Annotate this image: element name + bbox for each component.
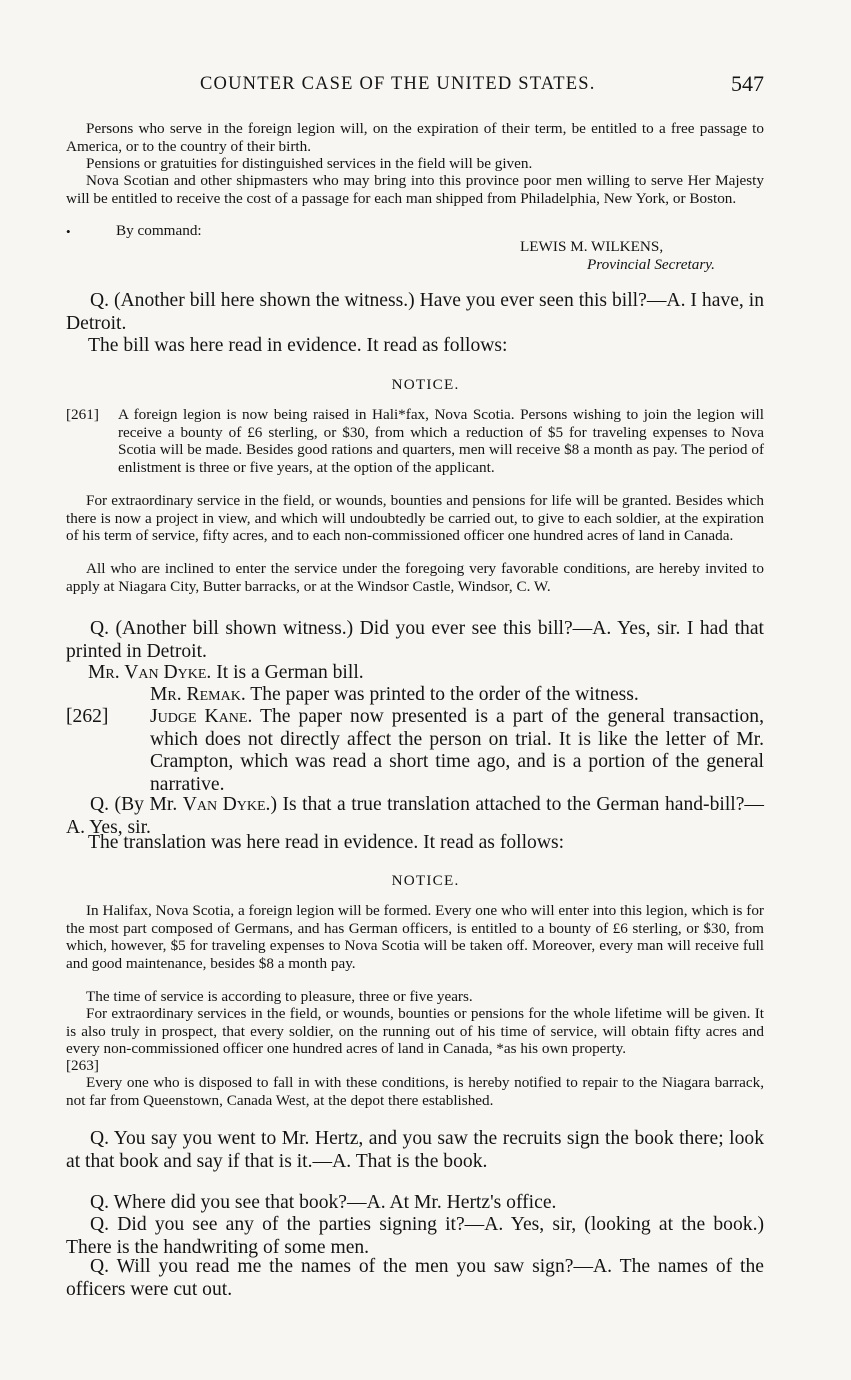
notice-2-paragraph-4: Every one who is disposed to fall in with these conditions, is hereby notified to repair to the Niagara barrack, not far from Queenstown, Canada West, at the depot there established. xyxy=(66,1074,764,1109)
margin-ref-261: [261] xyxy=(66,406,99,423)
speaker-vandyke: Mr. Van Dyke. xyxy=(88,662,212,683)
testimony-question-5: Q. Where did you see that book?—A. At Mr. Hertz's office. xyxy=(90,1192,557,1213)
notice-1-paragraph-2: For extraordinary service in the field, or wounds, bounties and pensions for life will be granted. Besides which there is now a project in view, and which will undoubtedly be carried out, to give to each soldier, at the expiration of his term of service, fifty acres, and to each non-commissioned officer one hundred acres of land in Canada. xyxy=(66,492,764,545)
running-title: COUNTER CASE OF THE UNITED STATES. xyxy=(200,74,596,94)
testimony-question-1: Q. (Another bill here shown the witness.) Have you ever seen this bill?—A. I have, in Detroit. xyxy=(66,290,764,334)
testimony-question-6: Q. Did you see any of the parties signing it?—A. Yes, sir, (looking at the book.) There is the handwriting of some men. xyxy=(66,1214,764,1258)
testimony-question-4: Q. You say you went to Mr. Hertz, and you saw the recruits sign the book there; look at that book and say if that is it.—A. That is the book. xyxy=(66,1128,764,1172)
signer-title: Provincial Secretary. xyxy=(587,256,715,273)
q2-prefix: Q. (By Mr. xyxy=(90,794,178,815)
speaker-kane: Judge Kane. xyxy=(150,706,253,727)
margin-ref-262: [262] xyxy=(66,706,109,727)
read-note-1: The bill was here read in evidence. It read as follows: xyxy=(88,335,508,356)
bullet-mark: • xyxy=(66,224,71,239)
page-header xyxy=(200,71,770,100)
notice-2-paragraph-2: The time of service is according to pleasure, three or five years. xyxy=(86,988,473,1005)
remak-statement xyxy=(150,684,764,707)
notice-1-paragraph-3: All who are inclined to enter the service under the foregoing very favorable conditions, are hereby invited to apply at Niagara City, Butter barracks, or at the Windsor Castle, Windsor, C. W. xyxy=(66,560,764,595)
remak-text: The paper was printed to the order of the witness. xyxy=(250,684,639,705)
proclamation-paragraph-2: Pensions or gratuities for distinguished services in the field will be given. xyxy=(86,155,533,172)
by-command: By command: xyxy=(116,222,202,239)
margin-ref-263: [263] xyxy=(66,1057,99,1074)
signer-name: LEWIS M. WILKENS, xyxy=(520,238,664,255)
read-note-2: The translation was here read in evidence. It read as follows: xyxy=(88,832,565,853)
q2-speaker: Van Dyke. xyxy=(182,794,271,815)
notice-2-paragraph-3: For extraordinary services in the field, or wounds, bounties or pensions for the whole lifetime will be given. It is also truly in prospect, that every soldier, on the running out of his time of service, will obtain fifty acres and every non-commissioned officer one hundred acres of land in Canada, *as his own property. xyxy=(66,1005,764,1058)
vandyke-text: It is a German bill. xyxy=(216,662,364,683)
notice-heading-1: NOTICE. xyxy=(391,376,460,393)
notice-heading-2: NOTICE. xyxy=(391,872,460,889)
proclamation-paragraph-1: Persons who serve in the foreign legion will, on the expiration of their term, be entitled to a free passage to America, or to the country of their birth. xyxy=(66,120,764,155)
kane-text: The paper now presented is a part of the general transaction, which does not directly affect the person on trial. It is like the letter of Mr. Crampton, which was read a short time ago, and is a portion of the general narrative. xyxy=(150,706,765,795)
testimony-question-2: Q. (Another bill shown witness.) Did you ever see this bill?—A. Yes, sir. I had that printed in Detroit. xyxy=(66,618,764,662)
testimony-question-7: Q. Will you read me the names of the men you saw sign?—A. The names of the officers were cut out. xyxy=(66,1256,764,1300)
proclamation-paragraph-3: Nova Scotian and other shipmasters who may bring into this province poor men willing to serve Her Majesty will be entitled to receive the cost of a passage for each man shipped from Philadelphia, New York, or Boston. xyxy=(66,172,764,207)
notice-1-paragraph-1: A foreign legion is now being raised in Hali*fax, Nova Scotia. Persons wishing to join the legion will receive a bounty of £6 sterling, or $30, from which a reduction of $5 for traveling expenses to Nova Scotia will be made. Besides good rations and quarters, men will receive $8 a month as pay. The period of enlistment is three or five years, at the option of the applicant. xyxy=(118,406,764,476)
q2-text: ) Is that a true translation attached to the German hand-bill?—A. Yes, sir. xyxy=(66,794,764,838)
kane-statement xyxy=(150,706,764,796)
notice-2-paragraph-1: In Halifax, Nova Scotia, a foreign legion will be formed. Every one who will enter into this legion, which is for the most part composed of Germans, and has German officers, is entitled to a bounty of £6 sterling, or $30, from which, however, $5 for traveling expenses to Nova Scotia will be taken off. Moreover, every man will receive full and good maintenance, besides $8 a month pay. xyxy=(66,902,764,972)
speaker-remak: Mr. Remak. xyxy=(150,684,246,705)
page-number: 547 xyxy=(731,71,764,96)
vandyke-statement xyxy=(88,662,764,685)
